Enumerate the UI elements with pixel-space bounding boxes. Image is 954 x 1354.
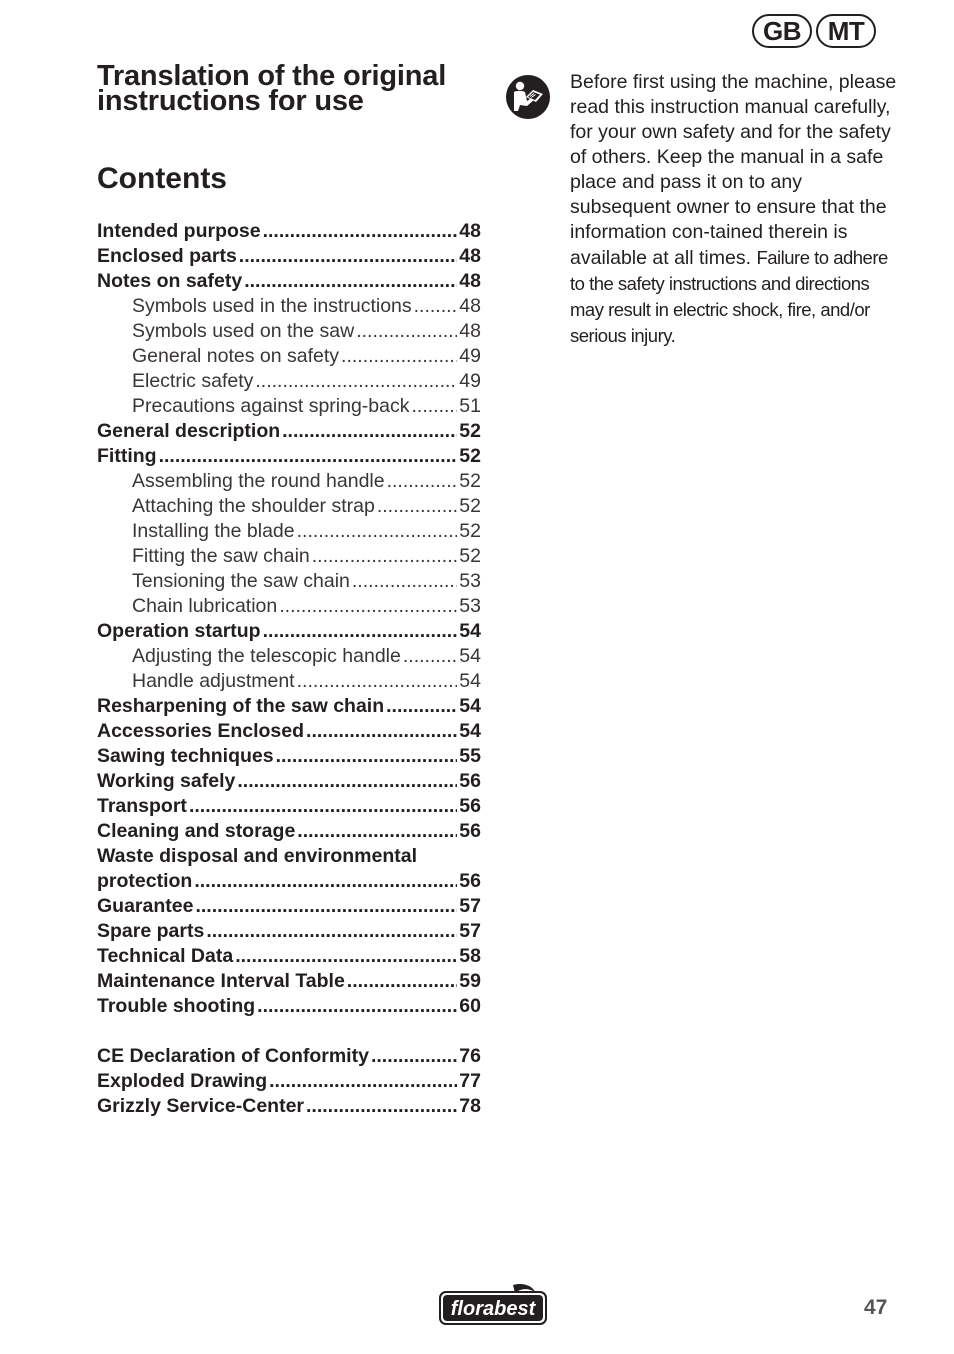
toc-entry-label: Exploded Drawing	[97, 1070, 268, 1092]
toc-entry	[97, 369, 481, 394]
contents-heading: Contents	[97, 162, 227, 195]
toc-entry	[97, 519, 481, 544]
toc-spacer	[97, 1019, 481, 1044]
toc-leader-dots	[263, 619, 458, 644]
toc-entry-label: Chain lubrication	[132, 595, 278, 617]
toc-entry-label: Maintenance Interval Table	[97, 970, 345, 992]
toc-entry-label: Notes on safety	[97, 270, 243, 292]
table-of-contents	[97, 219, 481, 1119]
logo-text: florabest	[450, 1298, 536, 1320]
toc-leader-dots	[189, 794, 457, 819]
toc-entry-label: Intended purpose	[97, 220, 261, 242]
toc-entry	[97, 544, 481, 569]
toc-entry	[97, 294, 481, 319]
toc-entry-label: Working safely	[97, 770, 236, 792]
intro-warning-text: Failure to adhere to the safety instructions and directions may result in electric shock, fire, and/or serious injury.	[570, 247, 888, 346]
toc-entry-label: Cleaning and storage	[97, 820, 296, 842]
toc-entry	[97, 444, 481, 469]
toc-entry	[97, 769, 481, 794]
toc-leader-dots	[239, 244, 458, 269]
toc-leader-dots	[237, 769, 457, 794]
toc-leader-dots	[269, 1069, 457, 1094]
toc-entry-label: Fitting	[97, 445, 157, 467]
toc-entry-page: 51	[459, 395, 481, 417]
toc-leader-dots	[255, 369, 457, 394]
toc-entry	[97, 1069, 481, 1094]
toc-leader-dots	[257, 994, 457, 1019]
toc-leader-dots	[297, 669, 458, 694]
toc-entry-page: 56	[459, 870, 481, 892]
toc-entry-page: 54	[459, 720, 481, 742]
toc-entry-label: General description	[97, 420, 281, 442]
toc-entry	[97, 394, 481, 419]
language-badges	[752, 14, 876, 48]
toc-entry	[97, 619, 481, 644]
toc-entry-label: General notes on safety	[132, 345, 340, 367]
toc-entry	[97, 819, 481, 844]
toc-entry-page: 48	[459, 245, 481, 267]
toc-entry	[97, 344, 481, 369]
language-badge-gb: GB	[752, 14, 812, 48]
toc-entry-page: 52	[459, 470, 481, 492]
toc-entry	[97, 969, 481, 994]
toc-leader-dots	[194, 869, 457, 894]
toc-leader-dots	[347, 969, 458, 994]
toc-entry-page: 78	[459, 1095, 481, 1117]
toc-entry-label: Handle adjustment	[132, 670, 295, 692]
toc-entry-label: Attaching the shoulder strap	[132, 495, 375, 517]
toc-entry-page: 59	[459, 970, 481, 992]
toc-entry-label: Assembling the round handle	[132, 470, 385, 492]
toc-entry-page: 56	[459, 820, 481, 842]
toc-entry-page: 60	[459, 995, 481, 1017]
toc-entry-page: 57	[459, 895, 481, 917]
toc-entry-page: 55	[459, 745, 481, 767]
intro-main-text: Before first using the machine, please read this instruction manual carefully, for your own safety and for the safety of others. Keep the manual in a safe place and pass it on to any subsequent owner to ensure that the information con-tained therein is available at all times.	[570, 71, 897, 269]
florabest-logo	[437, 1283, 549, 1327]
toc-entry-label: Transport	[97, 795, 187, 817]
toc-entry-label: Grizzly Service-Center	[97, 1095, 305, 1117]
toc-entry	[97, 219, 481, 244]
toc-entry-label: Sawing techniques	[97, 745, 274, 767]
toc-leader-dots	[414, 294, 458, 319]
toc-entry	[97, 269, 481, 294]
toc-entry-page: 56	[459, 795, 481, 817]
toc-entry-label: Precautions against spring-back	[132, 395, 410, 417]
toc-leader-dots	[377, 494, 457, 519]
toc-entry	[97, 244, 481, 269]
toc-entry	[97, 1044, 481, 1069]
toc-entry	[97, 494, 481, 519]
toc-entry-page: 58	[459, 945, 481, 967]
toc-entry	[97, 319, 481, 344]
toc-entry-page: 54	[459, 645, 481, 667]
toc-entry-page: 56	[459, 770, 481, 792]
toc-entry-label: Guarantee	[97, 895, 194, 917]
toc-entry-page: 53	[459, 595, 481, 617]
toc-entry-label: CE Declaration of Conformity	[97, 1045, 369, 1067]
toc-entry-page: 48	[459, 270, 481, 292]
toc-leader-dots	[297, 819, 457, 844]
toc-entry-page: 53	[459, 570, 481, 592]
toc-entry	[97, 869, 481, 894]
page-number: 47	[864, 1296, 888, 1319]
toc-entry-label: Enclosed parts	[97, 245, 237, 267]
toc-leader-dots	[371, 1044, 457, 1069]
toc-entry-page: 52	[459, 545, 481, 567]
toc-entry-label: Fitting the saw chain	[132, 545, 310, 567]
toc-entry	[97, 669, 481, 694]
toc-entry-label: Spare parts	[97, 920, 205, 942]
toc-entry	[97, 694, 481, 719]
toc-leader-dots	[244, 269, 457, 294]
toc-entry-label: Adjusting the telescopic handle	[132, 645, 401, 667]
toc-entry	[97, 794, 481, 819]
toc-leader-dots	[341, 344, 457, 369]
toc-entry-page: 54	[459, 670, 481, 692]
toc-entry-page: 48	[459, 220, 481, 242]
toc-entry-label: Tensioning the saw chain	[132, 570, 350, 592]
toc-leader-dots	[306, 1094, 457, 1119]
toc-entry-label: Operation startup	[97, 620, 261, 642]
toc-leader-dots	[276, 744, 458, 769]
toc-entry-label: Trouble shooting	[97, 995, 256, 1017]
toc-entry	[97, 1094, 481, 1119]
toc-entry	[97, 744, 481, 769]
toc-entry-page: 52	[459, 445, 481, 467]
toc-entry-page: 48	[459, 295, 481, 317]
toc-entry	[97, 419, 481, 444]
toc-entry-label: protection	[97, 870, 193, 892]
toc-entry-label: Accessories Enclosed	[97, 720, 305, 742]
toc-entry	[97, 944, 481, 969]
toc-entry-page: 54	[459, 695, 481, 717]
toc-entry-page: 52	[459, 495, 481, 517]
toc-leader-dots	[306, 719, 457, 744]
toc-leader-dots	[159, 444, 458, 469]
toc-entry-label: Technical Data	[97, 945, 234, 967]
language-badge-mt: MT	[816, 14, 876, 48]
toc-leader-dots	[282, 419, 457, 444]
toc-entry-page: 52	[459, 420, 481, 442]
toc-entry	[97, 469, 481, 494]
toc-entry	[97, 844, 481, 869]
toc-entry-label: Waste disposal and environmental	[97, 845, 418, 867]
toc-leader-dots	[297, 519, 458, 544]
toc-entry-label: Symbols used in the instructions	[132, 295, 412, 317]
toc-entry-page: 77	[459, 1070, 481, 1092]
toc-entry-label: Electric safety	[132, 370, 254, 392]
toc-entry	[97, 569, 481, 594]
toc-entry	[97, 594, 481, 619]
toc-leader-dots	[312, 544, 458, 569]
toc-entry-label: Resharpening of the saw chain	[97, 695, 385, 717]
toc-leader-dots	[206, 919, 457, 944]
toc-leader-dots	[263, 219, 458, 244]
toc-entry-label: Installing the blade	[132, 520, 295, 542]
toc-entry-page: 57	[459, 920, 481, 942]
toc-entry-page: 49	[459, 345, 481, 367]
toc-entry	[97, 719, 481, 744]
toc-leader-dots	[403, 644, 457, 669]
toc-entry-page: 52	[459, 520, 481, 542]
page-title: Translation of the original instructions for use	[97, 60, 447, 117]
toc-entry-page: 54	[459, 620, 481, 642]
toc-leader-dots	[352, 569, 457, 594]
toc-entry	[97, 994, 481, 1019]
toc-leader-dots	[412, 394, 458, 419]
toc-leader-dots	[387, 469, 458, 494]
toc-entry-page: 48	[459, 320, 481, 342]
toc-leader-dots	[235, 944, 457, 969]
toc-entry-page: 49	[459, 370, 481, 392]
toc-entry-page: 76	[459, 1045, 481, 1067]
read-manual-icon	[506, 75, 550, 119]
toc-leader-dots	[386, 694, 457, 719]
toc-entry	[97, 644, 481, 669]
toc-leader-dots	[195, 894, 457, 919]
toc-leader-dots	[356, 319, 457, 344]
toc-leader-dots	[279, 594, 457, 619]
toc-entry-label: Symbols used on the saw	[132, 320, 355, 342]
intro-text	[570, 70, 900, 349]
toc-entry	[97, 919, 481, 944]
toc-entry	[97, 894, 481, 919]
